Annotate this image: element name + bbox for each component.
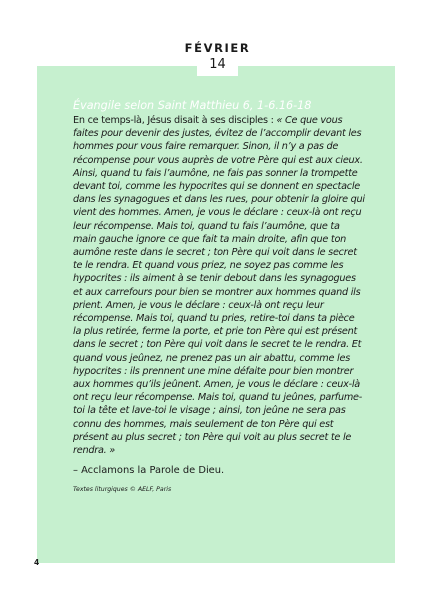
gospel-quote: « Ce que vous faites pour devenir des justes, évitez de l’accomplir devant les hommes pour vous faire remarquer. Sinon, il n’y a pas de récompense pour vous auprès de votre Père qui est aux cieux. Ainsi, quand tu fais l’aumône, ne fais pas sonner la trompette devant toi, comme les hypocrites qui se donnent en spectacle dans les synagogues et dans les rues, pour obtenir la gloire qui vient des hommes. Amen, je vous le déclare : ceux-là ont reçu leur récompense. Mais toi, quand tu fais l’aumône, que ta main gauche ignore ce que fait ta main droite, afin que ton aumône reste dans le secret ; ton Père qui voit dans le secret te le rendra. Et quand vous priez, ne soyez pas comme les hypocrites : ils aiment à se tenir debout dans les synagogues et aux carrefours pour bien se montrer aux hommes quand ils prient. Amen, je vous le déclare : ceux-là ont reçu leur récompense. Mais toi, quand tu pries, retire-toi dans ta pièce la plus retirée, ferme la porte, et prie ton Père qui est présent dans le secret ; ton Père qui voit dans le secret te le rendra. Et quand vous jeûnez, ne prenez pas un air abattu, comme les hypocrites : ils prennent une mine défaite pour bien montrer aux hommes qu’ils jeûnent. Amen, je vous le déclare : ceux-là ont reçu leur récompense. Mais toi, quand tu jeûnes, parfume-toi la tête et lave-toi le visage ; ainsi, ton jeûne ne sera pas connu des hommes, mais seulement de ton Père qui est présent au plus secret ; ton Père qui voit au plus secret te le rendra. » [73, 115, 365, 457]
month-heading: FÉVRIER [184, 41, 251, 55]
gospel-intro: En ce temps-là, Jésus disait à ses disciples : [73, 115, 277, 126]
acclamation: – Acclamons la Parole de Dieu. [73, 465, 225, 476]
day-number: 14 [209, 57, 226, 72]
gospel-text [73, 114, 365, 457]
page-number: 4 [34, 558, 40, 567]
reading-reference: Évangile selon Saint Matthieu 6, 1-6.16-18 [73, 99, 312, 112]
copyright-credit: Textes liturgiques © AELF, Paris [73, 486, 172, 493]
